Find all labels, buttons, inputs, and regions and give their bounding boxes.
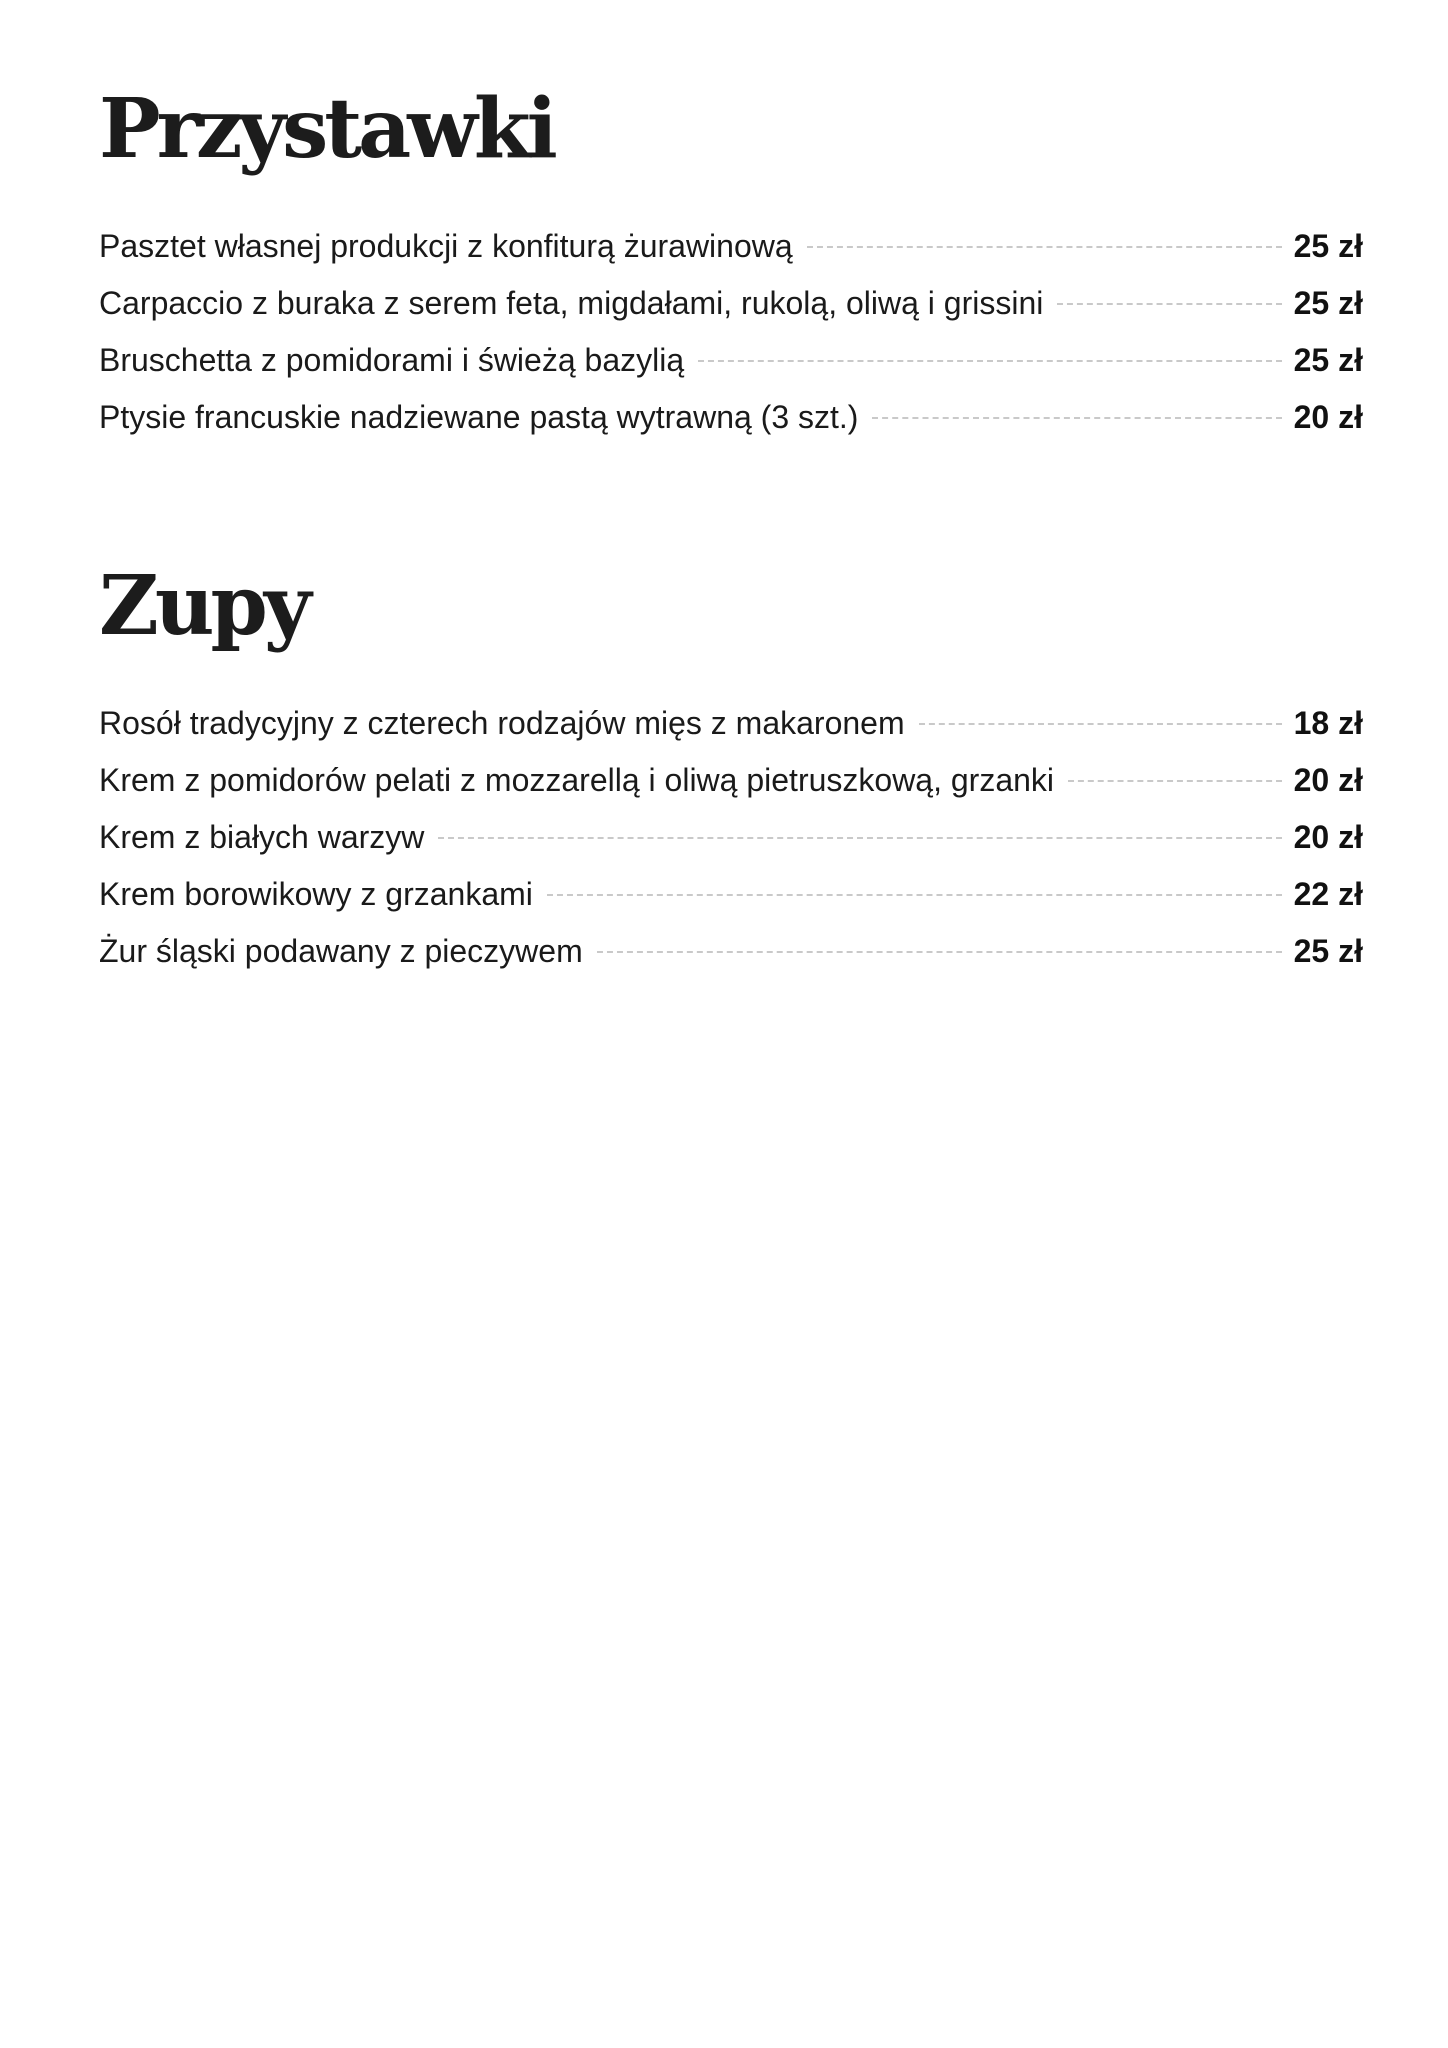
- section-title-soups: Zupy: [99, 558, 308, 654]
- menu-item: [99, 285, 1363, 342]
- menu-item: [99, 876, 1363, 933]
- item-name: Krem borowikowy z grzankami: [99, 876, 533, 912]
- item-price: 20 zł: [1293, 399, 1363, 435]
- menu-item: [99, 819, 1363, 876]
- item-name: Rosół tradycyjny z czterech rodzajów mięs z makaronem: [99, 705, 905, 741]
- item-name: Ptysie francuskie nadziewane pastą wytrawną (3 szt.): [99, 399, 859, 435]
- dotted-leader: [1068, 780, 1282, 782]
- item-name: Carpaccio z buraka z serem feta, migdałami, rukolą, oliwą i grissini: [99, 285, 1044, 321]
- item-name: Krem z białych warzyw: [99, 819, 425, 855]
- section-starters: [99, 81, 1363, 456]
- item-price: 25 zł: [1293, 228, 1363, 264]
- item-price: 18 zł: [1293, 705, 1363, 741]
- menu-list-starters: [99, 228, 1363, 456]
- dotted-leader: [597, 951, 1282, 953]
- item-name: Bruschetta z pomidorami i świeżą bazylią: [99, 342, 685, 378]
- dotted-leader: [438, 837, 1281, 839]
- item-price: 25 zł: [1293, 342, 1363, 378]
- dotted-leader: [807, 246, 1282, 248]
- section-soups: [99, 558, 1363, 990]
- section-title-starters: Przystawki: [99, 81, 554, 177]
- menu-item: [99, 342, 1363, 399]
- item-name: Pasztet własnej produkcji z konfiturą żurawinową: [99, 228, 793, 264]
- dotted-leader: [872, 417, 1281, 419]
- item-price: 20 zł: [1293, 762, 1363, 798]
- item-price: 22 zł: [1293, 876, 1363, 912]
- dotted-leader: [698, 360, 1282, 362]
- menu-item: [99, 762, 1363, 819]
- menu-item: [99, 705, 1363, 762]
- menu-item: [99, 228, 1363, 285]
- item-name: Żur śląski podawany z pieczywem: [99, 933, 583, 969]
- menu-item: [99, 933, 1363, 990]
- item-price: 20 zł: [1293, 819, 1363, 855]
- item-price: 25 zł: [1293, 285, 1363, 321]
- menu-list-soups: [99, 705, 1363, 990]
- menu-item: [99, 399, 1363, 456]
- dotted-leader: [547, 894, 1282, 896]
- dotted-leader: [1057, 303, 1281, 305]
- item-price: 25 zł: [1293, 933, 1363, 969]
- dotted-leader: [919, 723, 1282, 725]
- item-name: Krem z pomidorów pelati z mozzarellą i oliwą pietruszkową, grzanki: [99, 762, 1055, 798]
